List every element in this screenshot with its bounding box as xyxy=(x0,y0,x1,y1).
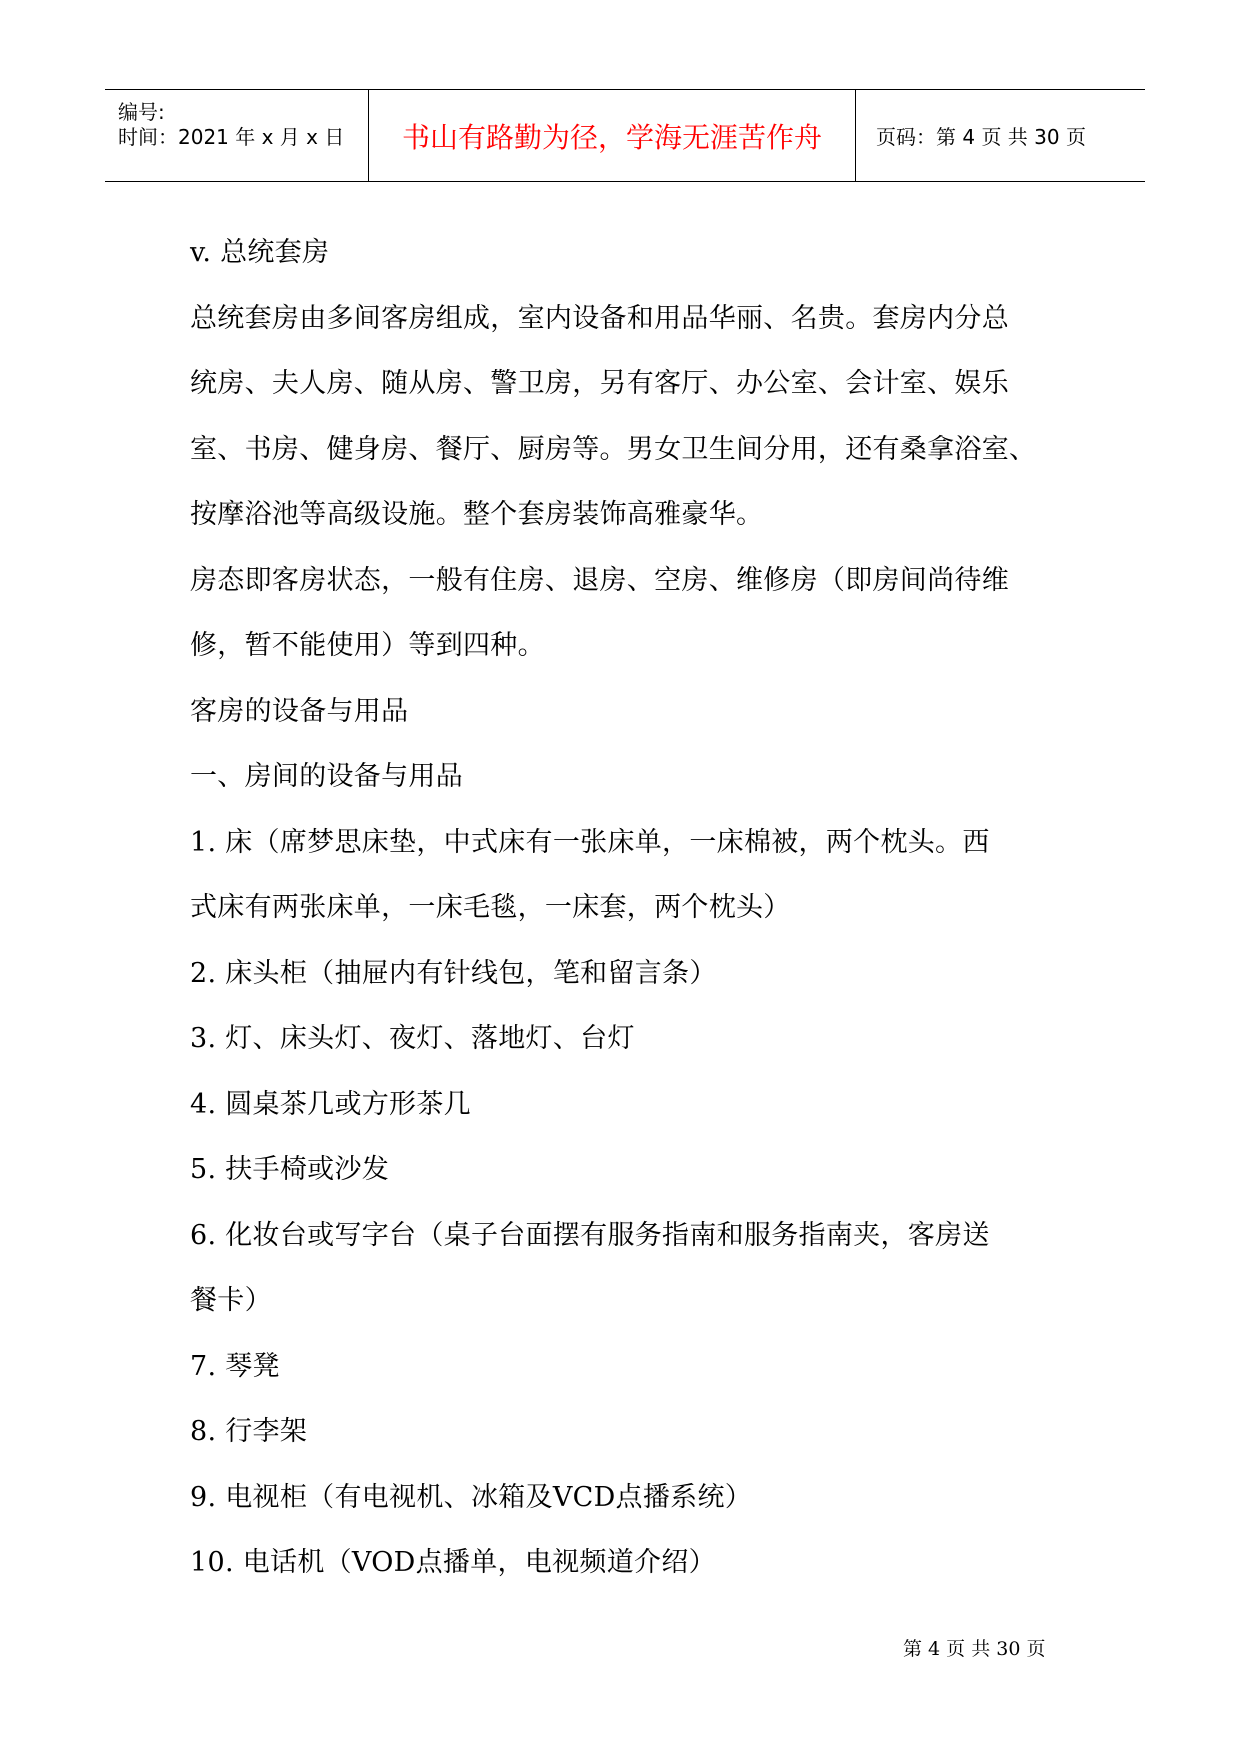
body-line: 8. 行李架 xyxy=(190,1416,308,1447)
page-header xyxy=(105,89,1145,182)
page-footer: 第 4 页 共 30 页 xyxy=(903,1638,1046,1660)
body-line: 10. 电话机（VOD点播单，电视频道介绍） xyxy=(190,1547,716,1578)
body-line: 2. 床头柜（抽屉内有针线包，笔和留言条） xyxy=(190,957,717,989)
header-page-info: 页码：第 4 页 共 30 页 xyxy=(876,125,1086,149)
body-line: 客房的设备与用品 xyxy=(190,695,409,727)
body-line: 修，暂不能使用）等到四种。 xyxy=(190,630,545,661)
body-line: 1. 床（席梦思床垫，中式床有一张床单，一床棉被，两个枕头。西 xyxy=(190,826,990,858)
header-left-cell xyxy=(105,90,369,181)
body-line: 5. 扶手椅或沙发 xyxy=(190,1154,390,1185)
body-line: 房态即客房状态，一般有住房、退房、空房、维修房（即房间尚待维 xyxy=(190,564,1009,596)
document-time-label: 时间：2021 年 x 月 x 日 xyxy=(118,125,345,149)
body-line: 6. 化妆台或写字台（桌子台面摆有服务指南和服务指南夹，客房送 xyxy=(190,1219,990,1251)
body-line: v. 总统套房 xyxy=(190,237,330,268)
body-line: 7. 琴凳 xyxy=(190,1350,280,1382)
body-line: 按摩浴池等高级设施。整个套房装饰高雅豪华。 xyxy=(190,499,764,530)
document-body xyxy=(190,220,1060,1596)
body-line: 统房、夫人房、随从房、警卫房，另有客厅、办公室、会计室、娱乐 xyxy=(190,368,1009,399)
header-motto: 书山有路勤为径，学海无涯苦作舟 xyxy=(369,90,856,181)
body-line: 3. 灯、床头灯、夜灯、落地灯、台灯 xyxy=(190,1023,635,1054)
body-line: 9. 电视柜（有电视机、冰箱及VCD点播系统） xyxy=(190,1481,753,1513)
body-line: 总统套房由多间客房组成，室内设备和用品华丽、名贵。套房内分总 xyxy=(190,302,1009,334)
document-code-label: 编号: xyxy=(118,100,165,124)
body-line: 一、房间的设备与用品 xyxy=(190,761,463,792)
body-line: 式床有两张床单，一床毛毯，一床套，两个枕头） xyxy=(190,892,791,923)
body-line: 4. 圆桌茶几或方形茶几 xyxy=(190,1088,471,1120)
body-line: 室、书房、健身房、餐厅、厨房等。男女卫生间分用，还有桑拿浴室、 xyxy=(190,433,1037,465)
body-line: 餐卡） xyxy=(190,1285,272,1316)
